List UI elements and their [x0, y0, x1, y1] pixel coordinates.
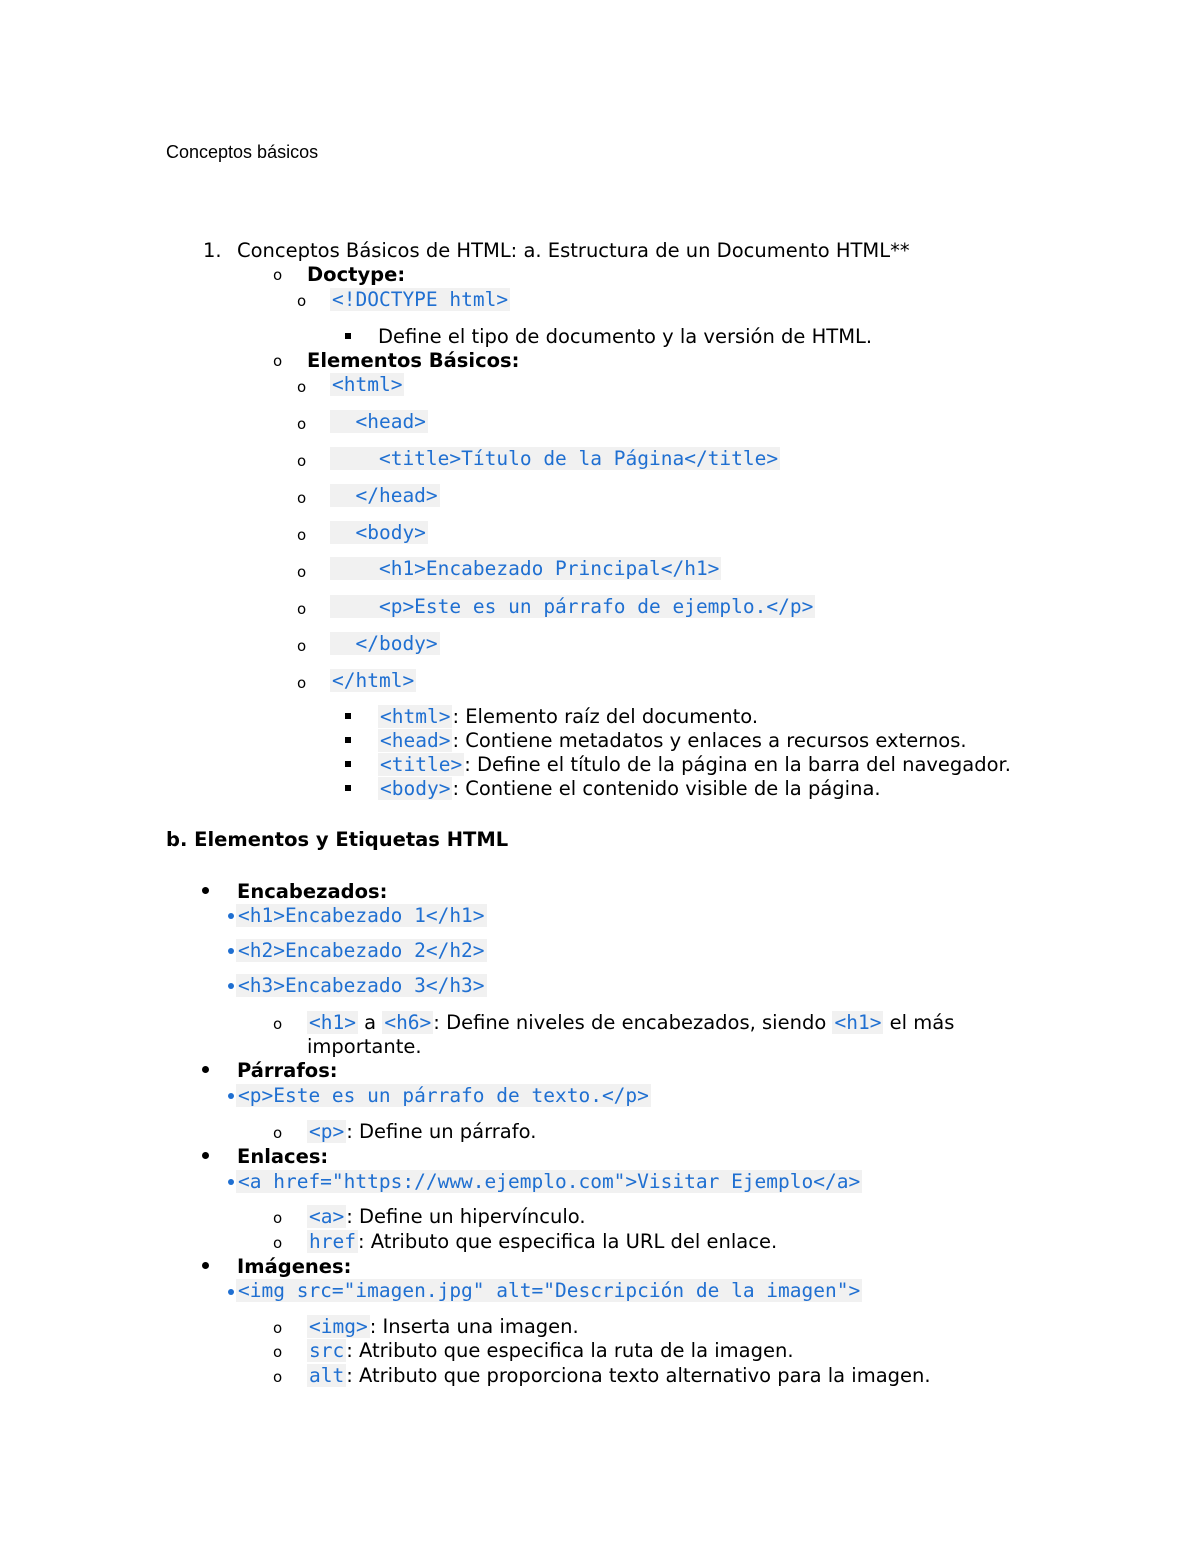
code-bullet-dot — [228, 983, 234, 989]
code-bullet-dot — [228, 1093, 234, 1099]
doctype-desc: Define el tipo de documento y la versión de HTML. — [378, 325, 873, 348]
note-text: el más — [883, 1011, 955, 1034]
note-text: : Define niveles de encabezados, siendo — [433, 1011, 833, 1034]
note-tag: <h1> — [309, 1011, 356, 1034]
def-row — [307, 1230, 777, 1253]
item1-title: Conceptos Básicos de HTML: a. Estructura de un Documento HTML** — [237, 239, 910, 262]
def-tag: <html> — [380, 705, 451, 728]
square-bullet — [345, 713, 351, 719]
def-row — [378, 729, 967, 752]
heading-code: <h1>Encabezado 1</h1> — [238, 904, 485, 927]
circle-bullet: o — [273, 1368, 283, 1386]
def-tag: <img> — [309, 1315, 368, 1338]
def-row — [307, 1315, 579, 1338]
code-bullet-dot — [228, 1179, 234, 1185]
def-tag: <body> — [380, 777, 451, 800]
bullet-dot — [202, 1152, 209, 1159]
def-row — [307, 1364, 931, 1387]
bullet-dot — [202, 887, 209, 894]
image-code: <img src="imagen.jpg" alt="Descripción de la imagen"> — [238, 1279, 861, 1302]
bullet-dot — [202, 1066, 209, 1073]
circle-bullet: o — [273, 1124, 283, 1142]
def-tag: <title> — [380, 753, 463, 776]
code-line: <body> — [332, 521, 426, 544]
def-desc: : Define el título de la página en la barra del navegador. — [464, 753, 1011, 776]
circle-bullet: o — [273, 1209, 283, 1227]
circle-bullet: o — [297, 292, 307, 310]
code-line: <html> — [332, 373, 403, 396]
basics-label: Elementos Básicos: — [307, 349, 520, 372]
code-line: </head> — [332, 484, 438, 507]
square-bullet — [345, 761, 351, 767]
def-tag: <head> — [380, 729, 451, 752]
circle-bullet: o — [273, 352, 283, 370]
code-line: </html> — [332, 669, 415, 692]
code-line: <title>Título de la Página</title> — [332, 447, 779, 470]
code-line: <h1>Encabezado Principal</h1> — [332, 557, 720, 580]
doctype-code: <!DOCTYPE html> — [332, 288, 509, 311]
images-label: Imágenes: — [237, 1255, 352, 1278]
def-desc: : Define un párrafo. — [346, 1120, 537, 1143]
square-bullet — [345, 737, 351, 743]
code-line: <p>Este es un párrafo de ejemplo.</p> — [332, 595, 814, 618]
def-desc: : Atributo que proporciona texto alternativo para la imagen. — [346, 1364, 931, 1387]
def-desc: : Atributo que especifica la ruta de la imagen. — [346, 1339, 794, 1362]
def-row — [307, 1120, 536, 1143]
def-tag: alt — [309, 1364, 345, 1387]
square-bullet — [345, 785, 351, 791]
circle-bullet: o — [297, 489, 307, 507]
code-bullet-dot — [228, 913, 234, 919]
paragraph-code: <p>Este es un párrafo de texto.</p> — [238, 1084, 649, 1107]
circle-bullet: o — [273, 1343, 283, 1361]
def-tag: <a> — [309, 1205, 345, 1228]
circle-bullet: o — [297, 674, 307, 692]
def-tag: href — [309, 1230, 356, 1253]
circle-bullet: o — [297, 563, 307, 581]
circle-bullet: o — [273, 1234, 283, 1252]
square-bullet — [345, 333, 351, 339]
heading-code: <h2>Encabezado 2</h2> — [238, 939, 485, 962]
note-tag: <h6> — [384, 1011, 432, 1034]
def-row — [378, 753, 1011, 776]
def-desc: : Elemento raíz del documento. — [452, 705, 759, 728]
def-desc: : Inserta una imagen. — [369, 1315, 579, 1338]
doctype-label: Doctype: — [307, 263, 406, 286]
headings-label: Encabezados: — [237, 880, 388, 903]
bullet-dot — [202, 1262, 209, 1269]
note-text: a — [357, 1011, 383, 1034]
headings-note — [307, 1011, 954, 1034]
circle-bullet: o — [297, 415, 307, 433]
link-code: <a href="https://www.ejemplo.com">Visitar Ejemplo</a> — [238, 1170, 861, 1193]
code-bullet-dot — [228, 948, 234, 954]
def-tag: <p> — [309, 1120, 345, 1143]
headings-note-line2: importante. — [307, 1035, 422, 1058]
def-row — [307, 1339, 794, 1362]
def-row — [307, 1205, 586, 1228]
circle-bullet: o — [297, 600, 307, 618]
circle-bullet: o — [273, 1319, 283, 1337]
def-desc: : Define un hipervínculo. — [346, 1205, 586, 1228]
paragraphs-label: Párrafos: — [237, 1059, 338, 1082]
code-bullet-dot — [228, 1289, 234, 1295]
def-desc: : Contiene el contenido visible de la página. — [452, 777, 881, 800]
def-row — [378, 777, 881, 800]
def-desc: : Atributo que especifica la URL del enlace. — [357, 1230, 778, 1253]
list-number: 1. — [203, 239, 222, 262]
circle-bullet: o — [297, 378, 307, 396]
circle-bullet: o — [297, 452, 307, 470]
circle-bullet: o — [273, 266, 283, 284]
code-line: <head> — [332, 410, 426, 433]
page-header: Conceptos básicos — [166, 142, 319, 162]
def-row — [378, 705, 758, 728]
heading-code: <h3>Encabezado 3</h3> — [238, 974, 485, 997]
def-desc: : Contiene metadatos y enlaces a recursos externos. — [452, 729, 967, 752]
section-b-title: b. Elementos y Etiquetas HTML — [166, 828, 509, 851]
circle-bullet: o — [273, 1015, 283, 1033]
circle-bullet: o — [297, 637, 307, 655]
links-label: Enlaces: — [237, 1145, 329, 1168]
circle-bullet: o — [297, 526, 307, 544]
def-tag: src — [309, 1339, 345, 1362]
note-tag: <h1> — [834, 1011, 882, 1034]
code-line: </body> — [332, 632, 438, 655]
